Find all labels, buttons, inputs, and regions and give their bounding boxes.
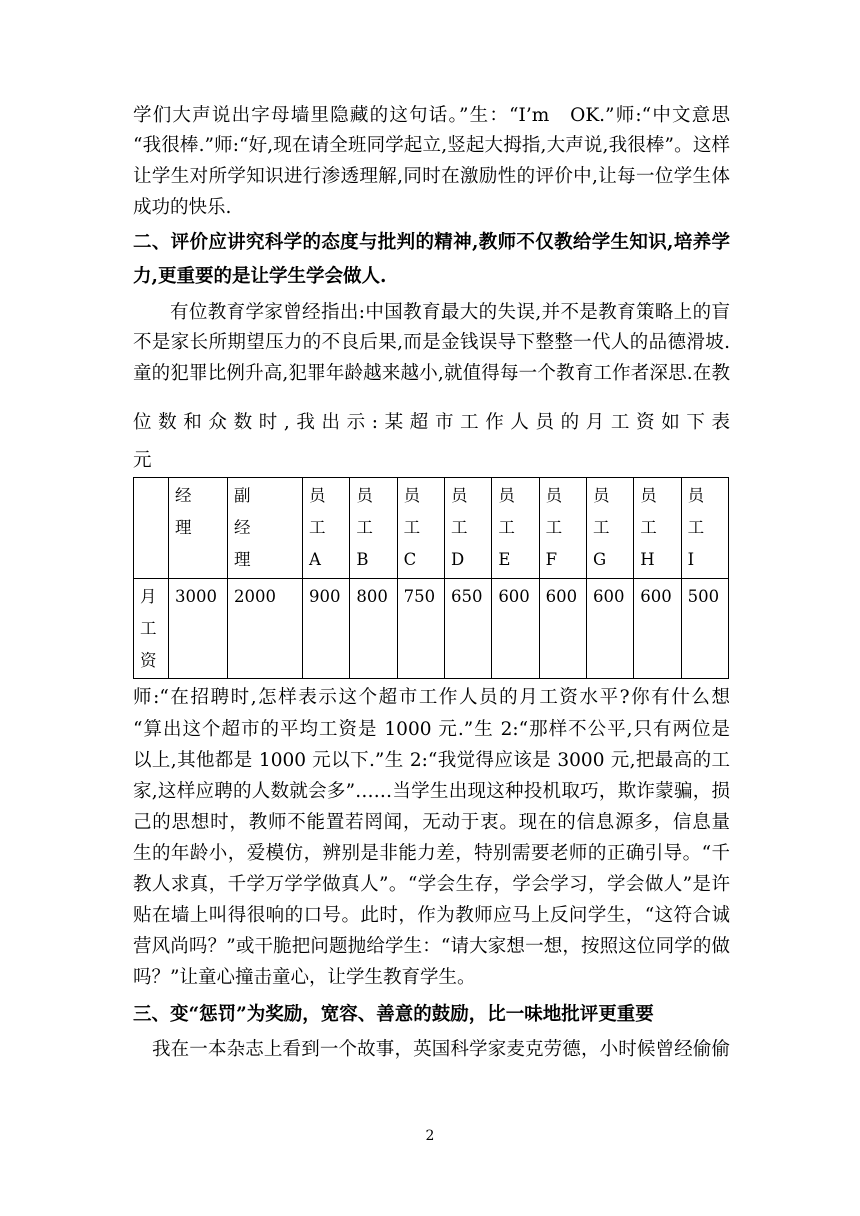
table-cell: 2000 [228, 579, 303, 679]
table-cell: 500 [681, 579, 728, 679]
table-header-cell: 员 工 H [634, 478, 681, 579]
body-text-line: 吗？”让童心撞击童心，让学生教育学生。 [133, 967, 476, 988]
table-row-label: 月 工 资 [134, 579, 169, 679]
table-cell: 3000 [169, 579, 228, 679]
body-text-line: 教人求真，千学万学学做真人”。“学会生存，学会学习，学会做人”是许 [133, 874, 730, 895]
table-header-row [134, 478, 729, 579]
body-text-line: 元 [133, 450, 152, 471]
table-cell: 600 [586, 579, 633, 679]
body-text-line: 贴在墙上叫得很响的口号。此时，作为教师应马上反问学生，“这符合诚 [133, 905, 730, 926]
table-header-cell: 员 工 A [303, 478, 350, 579]
body-text-line: 师:“在招聘时,怎样表示这个超市工作人员的月工资水平?你有什么想 [133, 687, 730, 708]
table-header-cell: 员 工 B [350, 478, 397, 579]
body-text-line: 家,这样应聘的人数就会多”……当学生出现这种投机取巧，欺诈蒙骗，损 [133, 781, 730, 802]
salary-table [133, 477, 729, 679]
body-text-line: 学们大声说出字母墙里隐藏的这句话。”生：“I’m OK.”师:“中文意思 [133, 105, 730, 126]
table-corner-cell [134, 478, 169, 579]
body-text-line: 不是家长所期望压力的不良后果,而是金钱误导下整整一代人的品德滑坡. [133, 332, 730, 353]
body-text-line: 我在一本杂志上看到一个故事，英国科学家麦克劳德，小时候曾经偷偷 [152, 1039, 730, 1060]
table-header-cell: 副 经 理 [228, 478, 303, 579]
table-row [134, 579, 729, 679]
table-header-cell: 员 工 I [681, 478, 728, 579]
table-header-cell: 员 工 G [586, 478, 633, 579]
body-text-line: 有位教育学家曾经指出:中国教育最大的失误,并不是教育策略上的盲 [170, 302, 730, 323]
body-text-line: 位数和众数时,我出示:某超市工作人员的月工资如下表 [133, 412, 730, 433]
body-text-line: 让学生对所学知识进行渗透理解,同时在激励性的评价中,让每一位学生体 [133, 166, 730, 187]
table-cell: 900 [303, 579, 350, 679]
table-header-cell: 员 工 F [539, 478, 586, 579]
table-cell: 600 [539, 579, 586, 679]
table-header-cell: 员 工 D [444, 478, 491, 579]
body-text-line: 童的犯罪比例升高,犯罪年龄越来越小,就值得每一个教育工作者深思.在教 [133, 363, 730, 384]
table-cell: 600 [492, 579, 539, 679]
table-header-cell: 员 工 C [397, 478, 444, 579]
table-cell: 650 [444, 579, 491, 679]
table-cell: 750 [397, 579, 444, 679]
body-text-line: 成功的快乐. [133, 197, 232, 218]
section-heading-2: 二、评价应讲究科学的态度与批判的精神,教师不仅教给学生知识,培养学 [133, 232, 730, 253]
body-text-line: 生的年龄小，爱模仿，辨别是非能力差，特别需要老师的正确引导。“千 [133, 843, 730, 864]
section-heading-3: 三、变“惩罚”为奖励，宽容、善意的鼓励，比一味地批评更重要 [133, 1004, 654, 1025]
body-text-line: “我很棒.”师:“好,现在请全班同学起立,竖起大拇指,大声说,我很棒”。这样 [133, 135, 730, 156]
body-text-line: 以上,其他都是 1000 元以下.”生 2:“我觉得应该是 3000 元,把最高的工 [133, 750, 730, 771]
page-number: 2 [425, 1128, 435, 1144]
body-text-line: 营风尚吗？”或干脆把问题抛给学生：“请大家想一想，按照这位同学的做 [133, 936, 730, 957]
table-header-cell: 员 工 E [492, 478, 539, 579]
section-heading-2-cont: 力,更重要的是让学生学会做人. [133, 266, 387, 287]
table-cell: 600 [634, 579, 681, 679]
body-text-line: “算出这个超市的平均工资是 1000 元.”生 2:“那样不公平,只有两位是 [133, 719, 730, 740]
table-header-cell: 经 理 [169, 478, 228, 579]
table-cell: 800 [350, 579, 397, 679]
body-text-line: 己的思想时，教师不能置若罔闻，无动于衷。现在的信息源多，信息量 [133, 812, 730, 833]
